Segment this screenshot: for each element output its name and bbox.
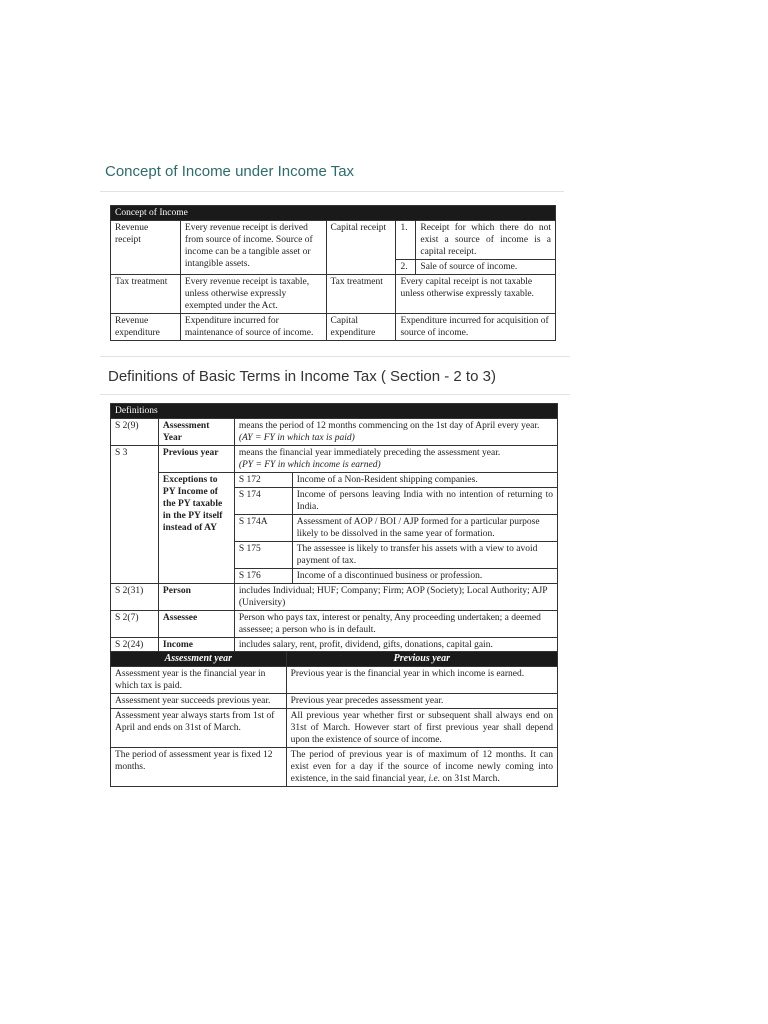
definition-text: includes salary, rent, profit, dividend, gifts, donations, capital gain. [234,638,557,653]
capital-item-number: 1. [396,221,416,260]
ie-abbrev: i.e. [428,774,441,784]
definitions-table [110,403,558,653]
definition-text: includes Individual; HUF; Company; Firm; AOP (Society); Local Authority; AJP (University) [234,584,557,611]
exception-text: Income of a discontinued business or profession. [292,569,557,584]
table-row [111,748,558,787]
revenue-receipt-label: Revenue receipt [111,221,181,275]
exception-section: S 176 [234,569,292,584]
term-person: Person [158,584,234,611]
py-cell [286,748,557,787]
ay-cell: Assessment year is the financial year in which tax is paid. [111,667,287,694]
capital-tax-treatment-text: Every capital receipt is not taxable unless otherwise expressly taxable. [396,275,556,314]
term-previous-year: Previous year [158,446,234,473]
tax-treatment-label: Tax treatment [111,275,181,314]
ay-cell: The period of assessment year is fixed 12 months. [111,748,287,787]
exception-text: Income of a Non-Resident shipping companies. [292,473,557,488]
py-definition: means the financial year immediately preceding the assessment year. [238,448,501,458]
column-header: Assessment year [111,652,287,667]
concept-table-title: Concept of Income [111,206,556,221]
definition-text: Person who pays tax, interest or penalty, Any proceeding undertaken; a deemed assessee; a person who is in default. [234,611,557,638]
revenue-expenditure-label: Revenue expenditure [111,314,181,341]
definitions-section-title: Definitions of Basic Terms in Income Tax ( Section - 2 to 3) [108,368,496,385]
column-header: Previous year [286,652,557,667]
section-ref: S 2(24) [111,638,159,653]
capital-expenditure-label: Capital expenditure [326,314,396,341]
exception-section: S 172 [234,473,292,488]
concept-section-title: Concept of Income under Income Tax [105,163,355,180]
section-ref: S 2(7) [111,611,159,638]
py-text: The period of previous year is of maximum of 12 months. It can exist even for a day if the source of income newly coming into existence, in the said financial year, [290,750,553,784]
ay-vs-py-table [110,651,558,787]
table-row [111,694,558,709]
table-row [111,709,558,748]
py-cell: Previous year precedes assessment year. [286,694,557,709]
py-cell: All previous year whether first or subsequent shall always end on 31st of March. However start of first previous year shall depend upon the existence of source of income. [286,709,557,748]
ay-note: (AY = FY in which tax is paid) [238,433,355,443]
revenue-tax-treatment-text: Every revenue receipt is taxable, unless otherwise expressly exempted under the Act. [180,275,326,314]
section-ref: S 2(9) [111,419,159,446]
definition-text [234,419,557,446]
table-row [111,667,558,694]
term-assessee: Assessee [158,611,234,638]
exception-section: S 175 [234,542,292,569]
capital-receipt-label: Capital receipt [326,221,396,275]
exception-text: Assessment of AOP / BOI / AJP formed for a particular purpose likely to be dissolved in the same year of formation. [292,515,557,542]
section-ref: S 2(31) [111,584,159,611]
definitions-table-title: Definitions [111,404,558,419]
ay-cell: Assessment year always starts from 1st of April and ends on 31st of March. [111,709,287,748]
revenue-receipt-text: Every revenue receipt is derived from source of income. Source of income can be a tangible asset or intangible assets. [180,221,326,275]
capital-item-text: Receipt for which there do not exist a source of income is a capital receipt. [416,221,556,260]
concept-of-income-table [110,205,556,341]
term-assessment-year: Assessment Year [158,419,234,446]
revenue-expenditure-text: Expenditure incurred for maintenance of source of income. [180,314,326,341]
py-text-end: on 31st March. [440,774,500,784]
term-income: Income [158,638,234,653]
ay-definition: means the period of 12 months commencing on the 1st day of April every year. [238,421,540,431]
capital-expenditure-text: Expenditure incurred for acquisition of source of income. [396,314,556,341]
exception-text: The assessee is likely to transfer his assets with a view to avoid payment of tax. [292,542,557,569]
divider [100,394,570,395]
py-note: (PY = FY in which income is earned) [238,460,381,470]
py-exceptions-label: Exceptions to PY Income of the PY taxable in the PY itself instead of AY [158,473,234,584]
section-ref: S 3 [111,446,159,584]
definition-text [234,446,557,473]
divider [100,356,570,357]
exception-section: S 174A [234,515,292,542]
divider [100,191,564,192]
exception-text: Income of persons leaving India with no intention of returning to India. [292,488,557,515]
ay-cell: Assessment year succeeds previous year. [111,694,287,709]
capital-tax-treatment-label: Tax treatment [326,275,396,314]
capital-item-text: Sale of source of income. [416,260,556,275]
capital-item-number: 2. [396,260,416,275]
exception-section: S 174 [234,488,292,515]
py-cell: Previous year is the financial year in which income is earned. [286,667,557,694]
